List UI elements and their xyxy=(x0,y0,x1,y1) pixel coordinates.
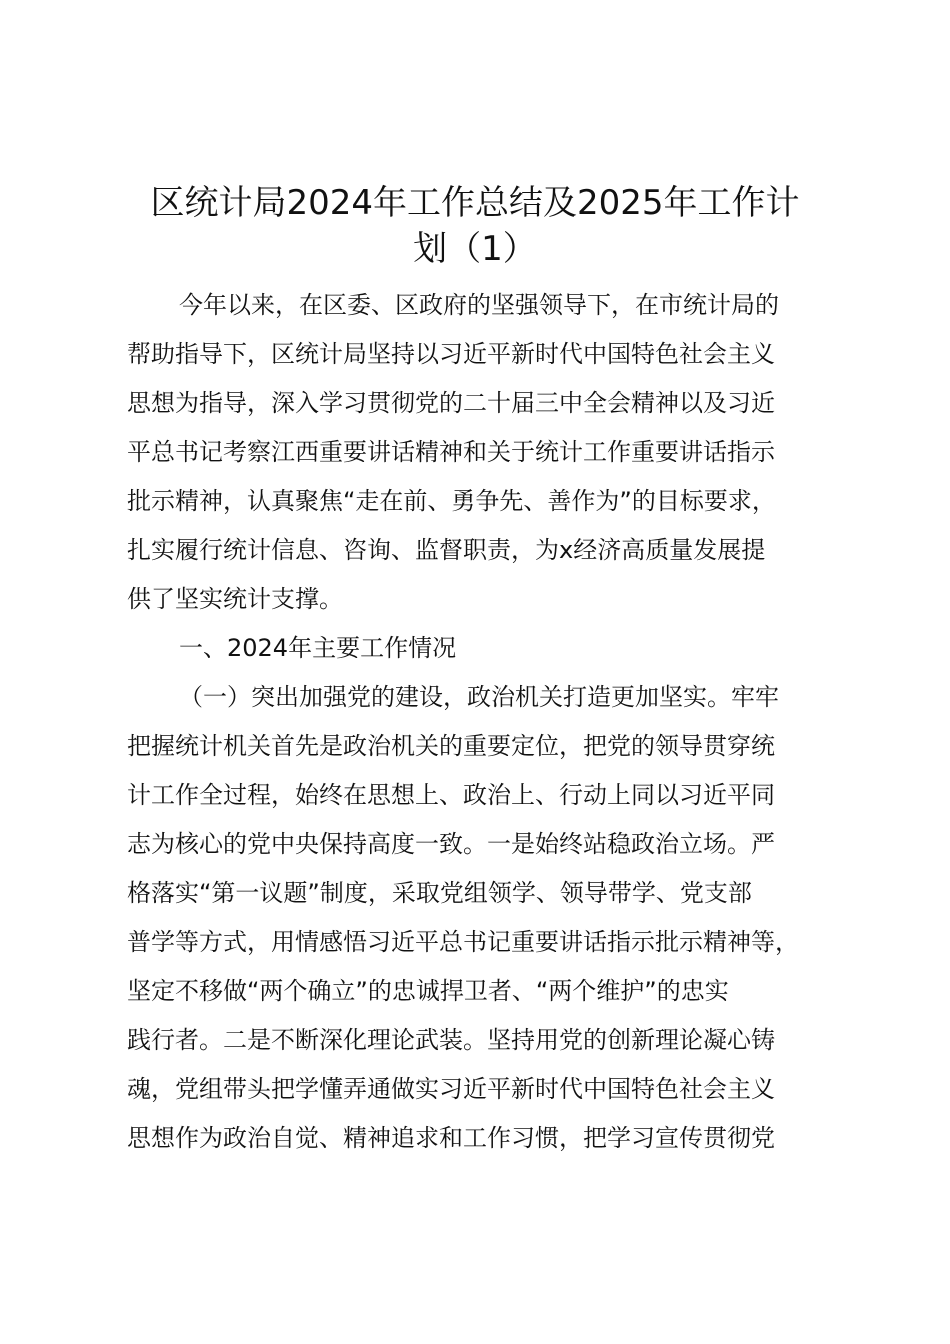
text-line: 把握统计机关首先是政治机关的重要定位，把党的领导贯穿统 xyxy=(127,732,775,760)
text-line: 一、2024年主要工作情况 xyxy=(179,634,457,662)
document-body xyxy=(127,281,857,1163)
text-line: 今年以来，在区委、区政府的坚强领导下，在市统计局的 xyxy=(179,291,779,319)
text-line: 志为核心的党中央保持高度一致。一是始终站稳政治立场。严 xyxy=(127,830,775,858)
document-title xyxy=(110,180,840,272)
text-line: 思想作为政治自觉、精神追求和工作习惯，把学习宣传贯彻党 xyxy=(127,1124,775,1152)
text-line: 坚定不移做“两个确立”的忠诚捍卫者、“两个维护”的忠实 xyxy=(127,977,729,1005)
paragraph-intro xyxy=(127,281,857,624)
text-line: 魂，党组带头把学懂弄通做实习近平新时代中国特色社会主义 xyxy=(127,1075,775,1103)
text-line: 思想为指导，深入学习贯彻党的二十届三中全会精神以及习近 xyxy=(127,389,775,417)
text-line: （一）突出加强党的建设，政治机关打造更加坚实。牢牢 xyxy=(179,683,779,711)
text-line: 普学等方式，用情感悟习近平总书记重要讲话指示批示精神等， xyxy=(127,928,799,956)
text-line: 践行者。二是不断深化理论武装。坚持用党的创新理论凝心铸 xyxy=(127,1026,775,1054)
text-line: 格落实“第一议题”制度，采取党组领学、领导带学、党支部 xyxy=(127,879,752,907)
text-line: 计工作全过程，始终在思想上、政治上、行动上同以习近平同 xyxy=(127,781,775,809)
text-line: 扎实履行统计信息、咨询、监督职责，为x经济高质量发展提 xyxy=(127,536,766,564)
paragraph-subsection-1 xyxy=(127,673,857,1163)
title-line: 区统计局2024年工作总结及2025年工作计 xyxy=(150,183,800,223)
title-line: 划（1） xyxy=(413,229,537,269)
text-line: 供了坚实统计支撑。 xyxy=(127,585,343,613)
section-heading xyxy=(127,624,857,673)
text-line: 帮助指导下，区统计局坚持以习近平新时代中国特色社会主义 xyxy=(127,340,775,368)
text-line: 平总书记考察江西重要讲话精神和关于统计工作重要讲话指示 xyxy=(127,438,775,466)
text-line: 批示精神，认真聚焦“走在前、勇争先、善作为”的目标要求， xyxy=(127,487,776,515)
